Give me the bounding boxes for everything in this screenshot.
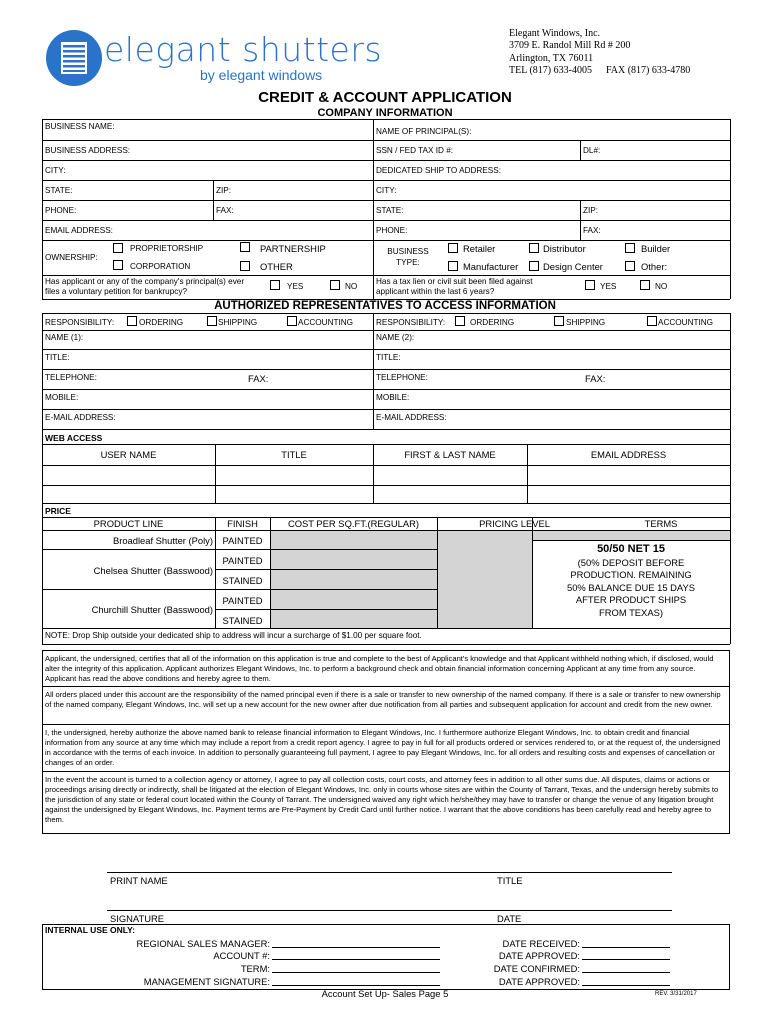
business-address-label: BUSINESS ADDRESS: (45, 146, 131, 155)
rep2-accounting-label: ACCOUNTING (658, 318, 714, 327)
bankruptcy-yes-checkbox[interactable] (270, 280, 280, 290)
price-col-pricing-level: PRICING LEVEL (479, 518, 550, 529)
state2-label: STATE: (376, 206, 404, 215)
fax-label: FAX: (216, 206, 234, 215)
product-broadleaf: Broadleaf Shutter (Poly) (112, 535, 213, 546)
legal-certification: Applicant, the undersigned, certifies that all of the information on this application is true and complete to the best of Applicant's knowledge and that Applicant withheld nothing which, if disclosed, would alter the integrity of this application. Applicant authorizes Elegant Windows, Inc. to perform a background check and obtain financial information concerning Applicant at any time from any source. Applicant has read the above conditions and hereby agree to them. (45, 654, 714, 683)
state-label: STATE: (45, 186, 73, 195)
section-price: PRICE (45, 506, 71, 516)
rep2-telephone-label: TELEPHONE: (376, 373, 428, 382)
city-label: CITY: (45, 166, 66, 175)
date-received-label: DATE RECEIVED: (502, 938, 580, 949)
company-name: Elegant Windows, Inc. (509, 28, 601, 39)
bankruptcy-yes-label: YES (287, 282, 304, 291)
logo (44, 28, 383, 88)
business-name-label: BUSINESS NAME: (45, 122, 115, 131)
other-checkbox[interactable] (240, 261, 250, 271)
taxlien-yes-label: YES (600, 282, 617, 291)
footer-rev: REV. 3/31/2017 (655, 991, 697, 997)
web-access-col-email: EMAIL ADDRESS (590, 449, 667, 460)
finish-churchill-painted: PAINTED (222, 595, 263, 606)
management-signature-label: MANAGEMENT SIGNATURE: (143, 976, 270, 987)
finish-chelsea-painted: PAINTED (222, 555, 263, 566)
manufacturer-label: Manufacturer (463, 261, 519, 272)
section-web-access: WEB ACCESS (45, 433, 103, 443)
proprietorship-label: PROPRIETORSHIP (130, 244, 204, 253)
finish-churchill-stained: STAINED (222, 615, 263, 626)
finish-broadleaf-painted: PAINTED (222, 535, 263, 546)
rep2-shipping-label: SHIPPING (566, 318, 606, 327)
regional-manager-label: REGIONAL SALES MANAGER: (136, 938, 270, 949)
rep2-email-label: E-MAIL ADDRESS: (376, 413, 447, 422)
terms-title: 50/50 NET 15 (597, 543, 665, 555)
finish-chelsea-stained: STAINED (222, 575, 263, 586)
distributor-checkbox[interactable] (529, 243, 539, 253)
rep1-fax-label: FAX: (248, 373, 269, 384)
rep1-ordering-label: ORDERING (139, 318, 184, 327)
phone-label: PHONE: (45, 206, 77, 215)
footer-page: Account Set Up- Sales Page 5 (321, 988, 449, 999)
rep1-ordering-checkbox[interactable] (127, 316, 137, 326)
partnership-label: PARTNERSHIP (260, 243, 326, 254)
rep1-name-label: NAME (1): (45, 333, 84, 342)
bankruptcy-no-label: NO (345, 282, 358, 291)
terms-line: AFTER PRODUCT SHIPS (575, 594, 687, 606)
rep1-title-label: TITLE: (45, 353, 70, 362)
dedicated-ship-label: DEDICATED SHIP TO ADDRESS: (376, 166, 501, 175)
legal-collections: In the event the account is turned to a collection agency or attorney, I agree to pay all collection costs, court costs, and attorney fees in addition to all other sums due. All disputes, claims or actions or proceedings arising directly or indirectly, shall be litigated at the election of Elegant Windows, Inc. only in courts whose sites are within the County of Tarrant, Texas, and the undersign hereby submits to the jurisdiction of any state or federal court located within the County of Tarrant. The undersigned waived any right which he/she/they may have to transfer or change the venue of any litigation brought against the undersigned by Elegant Windows, Inc. Payment terms are Pre-Payment by Credit Card until further notice. I warrant that the above conditions has been carefully read and hereby agree to them. (45, 775, 719, 824)
section-authorized-reps: AUTHORIZED REPRESENTATIVES TO ACCESS INFORMATION (214, 300, 556, 312)
section-company-info: COMPANY INFORMATION (317, 107, 453, 119)
company-phone: TEL (817) 633-4005 (509, 64, 592, 76)
rep1-accounting-label: ACCOUNTING (298, 318, 354, 327)
city2-label: CITY: (376, 186, 397, 195)
account-number-label: ACCOUNT #: (213, 950, 270, 961)
rep2-title-label: TITLE: (376, 353, 401, 362)
date-confirmed-label: DATE CONFIRMED: (493, 963, 580, 974)
terms-details (532, 557, 730, 619)
drop-ship-note: NOTE: Drop Ship outside your dedicated ship to address will incur a surcharge of $1.00 per square foot. (45, 631, 422, 640)
price-col-product: PRODUCT LINE (93, 518, 164, 529)
terms-line: FROM TEXAS) (599, 606, 663, 618)
zip-label: ZIP: (216, 186, 232, 195)
company-address (509, 28, 690, 77)
rep1-telephone-label: TELEPHONE: (45, 373, 97, 382)
manufacturer-checkbox[interactable] (448, 261, 458, 271)
other2-checkbox[interactable] (625, 261, 635, 271)
logo-shutter-icon (44, 28, 104, 88)
legal-ownership: All orders placed under this account are the responsibility of the named principal even if there is a sale or transfer to new ownership of the named company. If there is a sale or transfer to new ownership of the named company, Elegant Windows, Inc. will set up a new account for the new owner after due notification from all parties and subsequent application for account and credit from the new owner. (45, 690, 721, 709)
email-label: EMAIL ADDRESS: (45, 226, 113, 235)
page-title: CREDIT & ACCOUNT APPLICATION (258, 89, 512, 106)
company-fax: FAX (817) 633-4780 (605, 64, 691, 76)
design-center-checkbox[interactable] (529, 261, 539, 271)
rep2-shipping-checkbox[interactable] (554, 316, 564, 326)
retailer-label: Retailer (463, 243, 496, 254)
print-name-label: PRINT NAME (110, 875, 168, 886)
internal-use-header: INTERNAL USE ONLY: (45, 925, 136, 935)
rep2-fax-label: FAX: (585, 373, 606, 384)
web-access-col-username: USER NAME (100, 449, 157, 460)
corporation-checkbox[interactable] (113, 260, 123, 270)
builder-checkbox[interactable] (625, 243, 635, 253)
zip2-label: ZIP: (583, 206, 599, 215)
terms-line: (50% DEPOSIT BEFORE (577, 557, 685, 568)
ssn-label: SSN / FED TAX ID #: (376, 146, 454, 155)
taxlien-no-label: NO (655, 282, 668, 291)
rep1-shipping-checkbox[interactable] (207, 316, 217, 326)
rep2-accounting-checkbox[interactable] (647, 316, 657, 326)
company-address-line2: Arlington, TX 76011 (509, 52, 594, 64)
other-label: OTHER (260, 261, 293, 272)
responsibility-label-2: RESPONSIBILITY: (376, 318, 446, 327)
product-churchill: Churchill Shutter (Basswood) (91, 604, 213, 615)
partnership-checkbox[interactable] (240, 242, 250, 252)
price-col-cost: COST PER SQ.FT.(REGULAR) (287, 518, 420, 529)
terms-line: 50% BALANCE DUE 15 DAYS (566, 581, 695, 593)
principals-label: NAME OF PRINCIPAL(S): (376, 127, 472, 136)
logo-text-main: elegant shutters (104, 30, 383, 69)
rep1-shipping-label: SHIPPING (218, 318, 258, 327)
rep2-ordering-label: ORDERING (470, 318, 515, 327)
terms-line: PRODUCTION. REMAINING (570, 569, 692, 581)
dl-label: DL#: (583, 146, 601, 155)
rep2-ordering-checkbox[interactable] (455, 316, 465, 326)
web-access-col-name: FIRST & LAST NAME (404, 449, 496, 460)
signature-title-label: TITLE (497, 875, 523, 886)
bankruptcy-no-checkbox[interactable] (330, 280, 340, 290)
date-approved-label: DATE APPROVED: (498, 950, 580, 961)
corporation-label: CORPORATION (130, 262, 191, 271)
rep2-mobile-label: MOBILE: (376, 393, 410, 402)
taxlien-no-checkbox[interactable] (640, 280, 650, 290)
rep1-accounting-checkbox[interactable] (287, 316, 297, 326)
legal-authorization: I, the undersigned, hereby authorize the above named bank to release financial information to Elegant Windows, Inc. I furthermore authorize Elegant Windows, Inc. to obtain credit and financial information from any source at any time which may include a report from a credit report agency. I agree to pay in full for all products ordered or services rendered to, or at the request of, the undersigned in accordance with the terms of each invoice. In addition to personally guaranteeing full payment, I agree to pay Elegant Windows, Inc. for all orders and resulting costs and expenses of cancellation or changes of an order. (45, 728, 721, 767)
date-approved2-label: DATE APPROVED: (498, 976, 580, 987)
price-col-finish: FINISH (227, 518, 258, 529)
signature-label: SIGNATURE (110, 913, 164, 924)
fax2-label: FAX: (583, 226, 601, 235)
bankruptcy-question-1: Has applicant or any of the company's principal(s) ever (45, 277, 245, 286)
responsibility-label-1: RESPONSIBILITY: (45, 318, 115, 327)
taxlien-yes-checkbox[interactable] (585, 280, 595, 290)
rep1-email-label: E-MAIL ADDRESS: (45, 413, 116, 422)
retailer-checkbox[interactable] (448, 243, 458, 253)
taxlien-question-1: Has a tax lien or civil suit been filed against (376, 277, 533, 286)
other2-label: Other: (641, 261, 668, 272)
business-type-label-1: BUSINESS (387, 247, 429, 256)
ownership-label: OWNERSHIP: (45, 253, 98, 262)
rep2-name-label: NAME (2): (376, 333, 415, 342)
taxlien-question-2: applicant within the last 6 years? (376, 287, 495, 296)
business-type-label-2: TYPE: (396, 258, 420, 267)
distributor-label: Distributor (543, 243, 586, 254)
term-label: TERM: (240, 963, 270, 974)
price-col-terms: TERMS (644, 518, 678, 529)
proprietorship-checkbox[interactable] (113, 243, 123, 253)
design-center-label: Design Center (543, 261, 603, 272)
product-chelsea: Chelsea Shutter (Basswood) (93, 565, 213, 576)
company-address-line1: 3709 E. Randol Mill Rd # 200 (509, 40, 631, 52)
logo-text-sub: by elegant windows (200, 67, 323, 83)
phone2-label: PHONE: (376, 226, 408, 235)
bankruptcy-question-2: files a voluntary petition for bankrupcy? (45, 287, 187, 296)
builder-label: Builder (641, 243, 671, 254)
rep1-mobile-label: MOBILE: (45, 393, 79, 402)
date-label: DATE (497, 913, 522, 924)
web-access-col-title: TITLE (281, 449, 307, 460)
